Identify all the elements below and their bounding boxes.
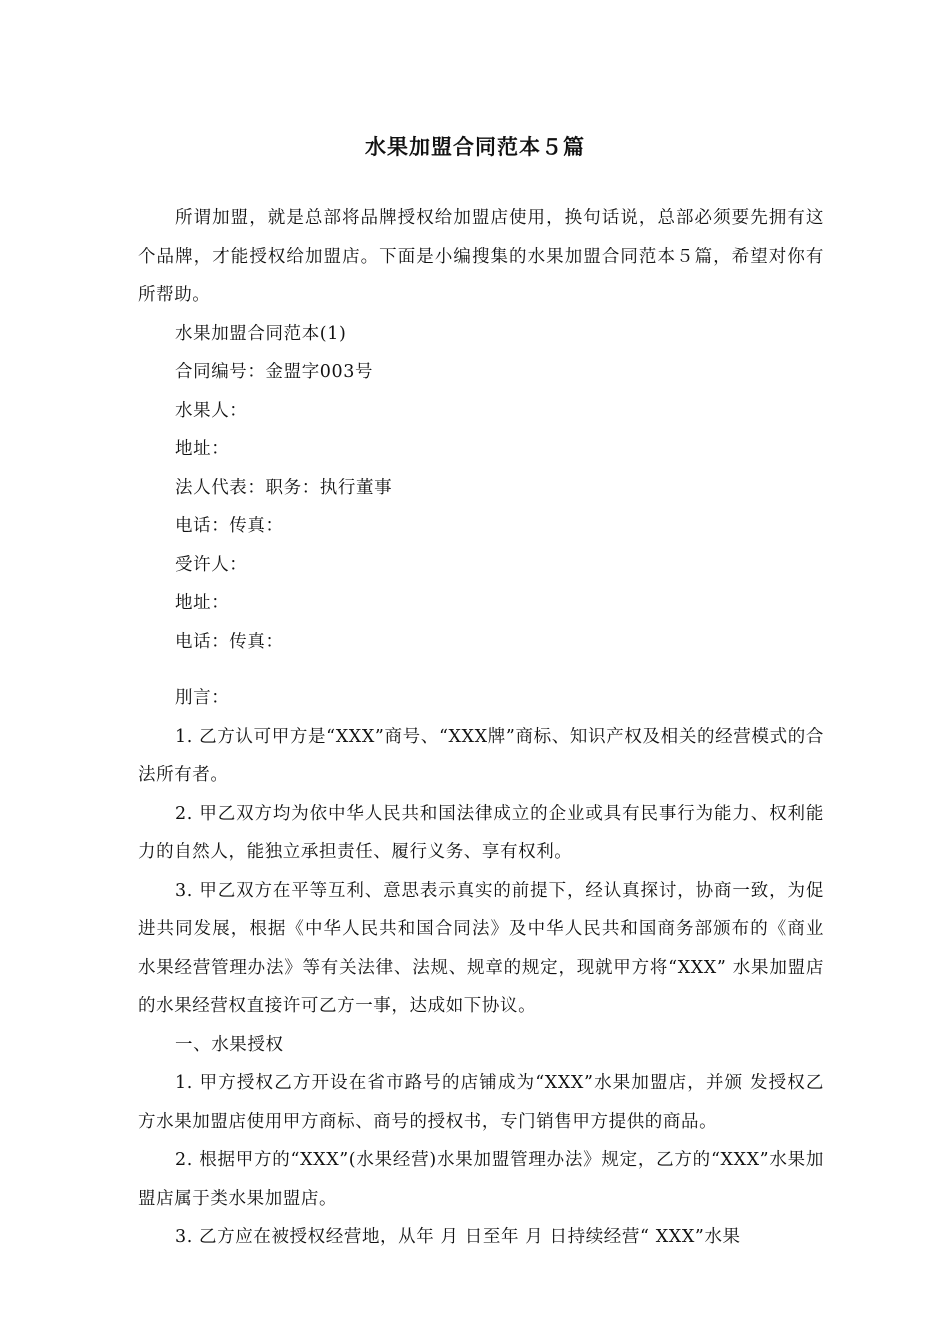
legal-representative-field: 法人代表：职务：执行董事 [175, 477, 393, 498]
franchisor-field: 水果人： [175, 400, 248, 421]
licensee-field: 受许人： [175, 554, 248, 575]
document-body [138, 199, 824, 1257]
preamble-item-1: 1. 乙方认可甲方是“XXX”商号、“XXX牌”商标、知识产权及相关的经营模式的合法所有者。 [138, 726, 824, 785]
section-heading-authorization: 一、水果授权 [175, 1034, 284, 1055]
contract-number: 合同编号：金盟字003号 [175, 362, 374, 382]
franchisor-phone-fax-field: 电话：传真： [175, 516, 284, 536]
contract-heading: 水果加盟合同范本(1) [175, 323, 347, 344]
authorization-item-1: 1. 甲方授权乙方开设在省市路号的店铺成为“XXX”水果加盟店，并颁 发授权乙方水果加盟店使用甲方商标、商号的授权书，专门销售甲方提供的商品。 [138, 1073, 824, 1132]
preamble-item-3: 3. 甲乙双方在平等互利、意思表示真实的前提下，经认真探讨，协商一致，为促进共同发展，根据《中华人民共和国合同法》及中华人民共和国商务部颁布的《商业水果经营管理办法》等有关法律、法规、规章的规定，现就甲方将“XXX” 水果加盟店的水果经营权直接许可乙方一事，达成如下协议。 [138, 880, 824, 1016]
authorization-item-2: 2. 根据甲方的“XXX”(水果经营)水果加盟管理办法》规定，乙方的“XXX”水果加盟店属于类水果加盟店。 [138, 1150, 824, 1209]
authorization-item-3: 3. 乙方应在被授权经营地，从年 月 日至年 月 日持续经营“ XXX”水果 [175, 1227, 741, 1247]
document-title: 水果加盟合同范本５篇 [365, 135, 585, 159]
intro-paragraph: 所谓加盟，就是总部将品牌授权给加盟店使用，换句话说，总部必须要先拥有这个品牌，才能授权给加盟店。下面是小编搜集的水果加盟合同范本５篇，希望对你有所帮助。 [138, 208, 824, 305]
licensee-phone-fax-field: 电话：传真： [175, 631, 284, 652]
preamble-item-2: 2. 甲乙双方均为依中华人民共和国法律成立的企业或具有民事行为能力、权利能力的自然人，能独立承担责任、履行义务、享有权利。 [138, 803, 824, 862]
preamble-heading: 刖言： [175, 688, 230, 708]
franchisor-address-field: 地址： [175, 439, 230, 459]
licensee-address-field: 地址： [175, 593, 230, 613]
